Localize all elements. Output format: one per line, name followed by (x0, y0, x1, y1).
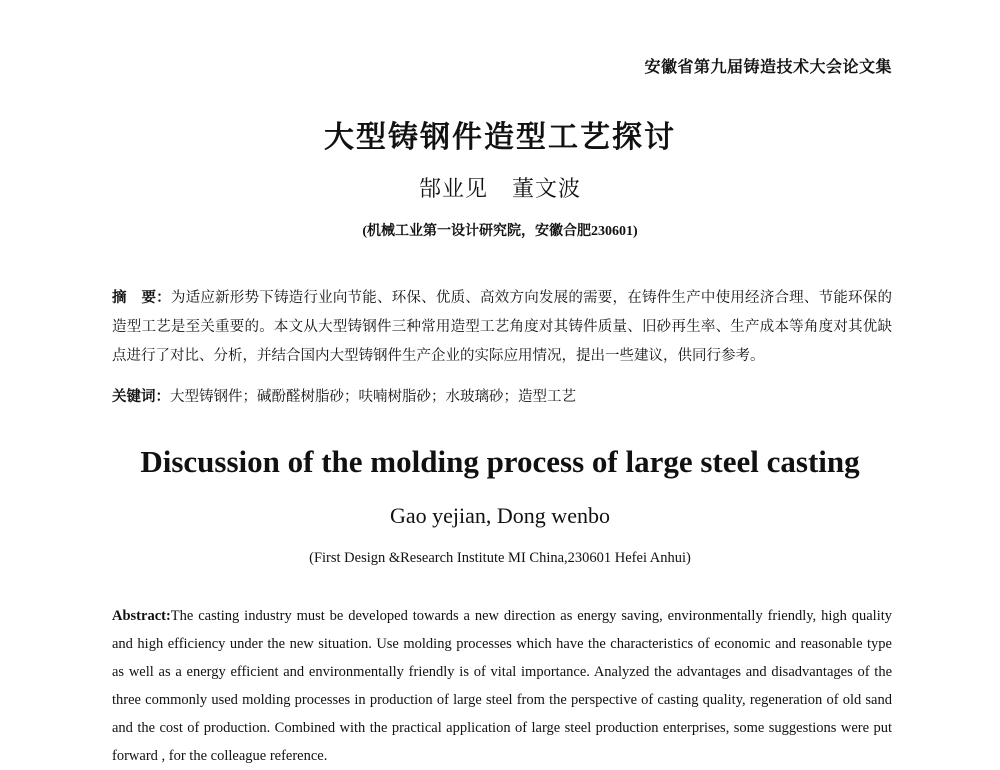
english-abstract (112, 602, 892, 770)
english-authors: Gao yejian, Dong wenbo (390, 503, 610, 528)
chinese-abstract (112, 284, 892, 371)
author-2-cn: 董文波 (512, 176, 582, 201)
chinese-abstract-label: 摘 要： (112, 290, 171, 306)
chinese-authors (0, 172, 1000, 203)
running-header: 安徽省第九届铸造技术大会论文集 (644, 59, 892, 76)
chinese-keywords (112, 384, 892, 410)
chinese-keywords-text: 大型铸钢件；碱酚醛树脂砂；呋喃树脂砂；水玻璃砂；造型工艺 (170, 389, 576, 405)
chinese-title: 大型铸钢件造型工艺探讨 (324, 121, 676, 154)
english-title: Discussion of the molding process of large steel casting (140, 444, 860, 479)
author-1-cn: 郜业见 (418, 176, 488, 201)
chinese-affiliation: (机械工业第一设计研究院，安徽合肥230601) (362, 224, 638, 239)
english-affiliation: (First Design &Research Institute MI China,230601 Hefei Anhui) (309, 550, 691, 566)
english-abstract-text: The casting industry must be developed towards a new direction as energy saving, environmentally friendly, high quality and high efficiency under the new situation. Use molding processes which have the characteristics of economic and reasonable type as well as a energy efficient and environmentally friendly is of vital importance. Analyzed the advantages and disadvantages of the three commonly used molding processes in production of large steel from the perspective of casting quality, regeneration of old sand and the cost of production. Combined with the practical application of large steel production enterprises, some suggestions were put forward , for the colleague reference. (112, 608, 892, 764)
chinese-keywords-label: 关键词： (112, 389, 170, 405)
english-abstract-label: Abstract: (112, 608, 171, 624)
chinese-abstract-text: 为适应新形势下铸造行业向节能、环保、优质、高效方向发展的需要，在铸件生产中使用经济合理、节能环保的造型工艺是至关重要的。本文从大型铸钢件三种常用造型工艺角度对其铸件质量、旧砂再生率、生产成本等角度对其优缺点进行了对比、分析，并结合国内大型铸钢件生产企业的实际应用情况，提出一些建议，供同行参考。 (112, 290, 893, 364)
